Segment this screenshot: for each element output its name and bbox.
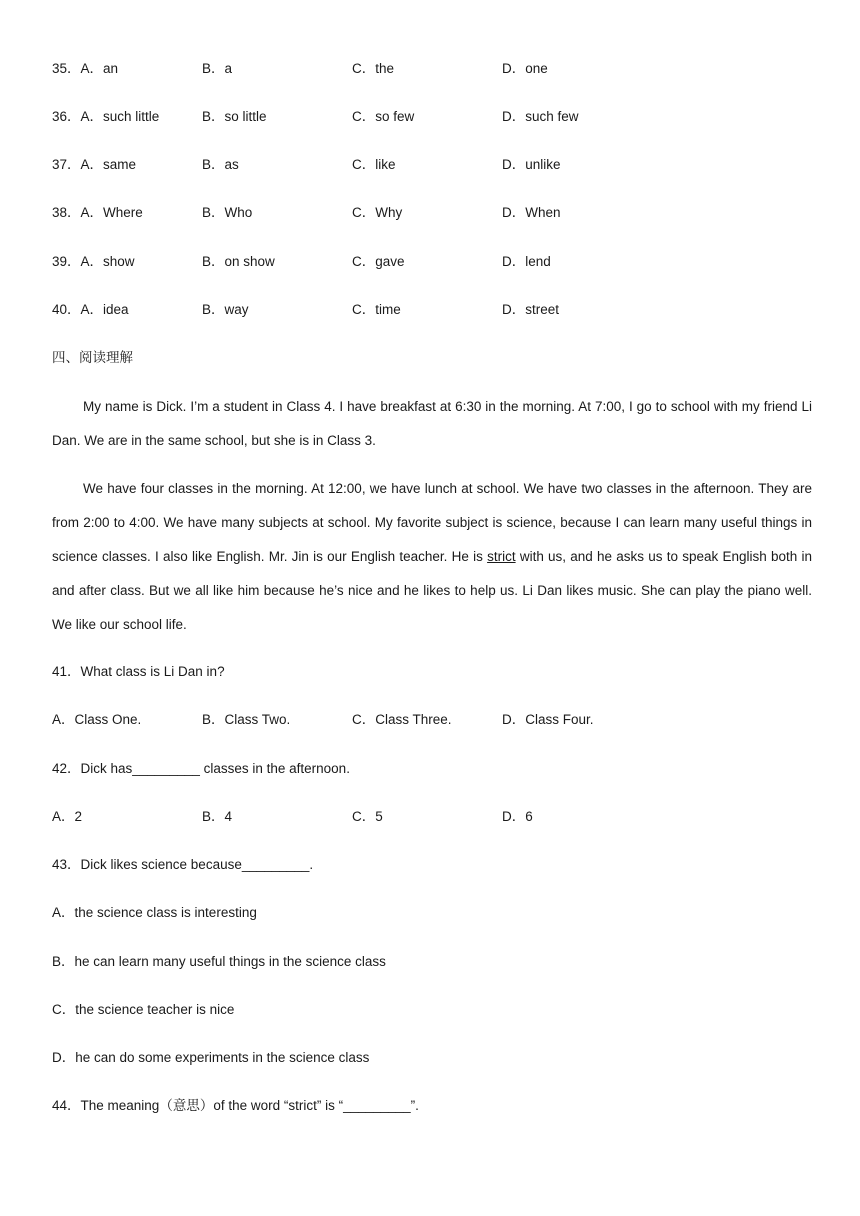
- option-d: D．When: [502, 205, 561, 220]
- question-number: 37．: [52, 157, 81, 172]
- option-a: 40．A．idea: [52, 302, 129, 317]
- option-b: B．on show: [202, 254, 275, 269]
- option-b: B．4: [202, 809, 233, 824]
- option-d: D．unlike: [502, 157, 561, 172]
- question-43-stem: 43．Dick likes science because_________.: [52, 857, 314, 872]
- option-a: 38．A．Where: [52, 205, 143, 220]
- question-row-38: [52, 202, 812, 224]
- option-b: B．a: [202, 61, 233, 76]
- option-d: D．Class Four.: [502, 712, 594, 727]
- option-a: A．Class One.: [52, 712, 142, 727]
- option-d: D．6: [502, 809, 533, 824]
- option-a: 37．A．same: [52, 157, 137, 172]
- option-b: B．Who: [202, 205, 253, 220]
- question-42-options: [52, 806, 812, 828]
- question-43-option-d: D．he can do some experiments in the science class: [52, 1050, 370, 1065]
- question-41-options: [52, 709, 812, 731]
- question-43-option-b: B．he can learn many useful things in the science class: [52, 954, 386, 969]
- option-d: D．such few: [502, 109, 579, 124]
- passage-paragraph-1: My name is Dick. I’m a student in Class 4. I have breakfast at 6:30 in the morning. At 7:00, I go to school with my friend Li Dan. We are in the same school, but she is in Class 3.: [52, 399, 812, 448]
- option-b: B．so little: [202, 109, 267, 124]
- option-a: 39．A．show: [52, 254, 135, 269]
- question-number: 40．: [52, 302, 81, 317]
- option-c: C．Why: [352, 205, 403, 220]
- option-b: B．Class Two.: [202, 712, 291, 727]
- question-43-option-c: C．the science teacher is nice: [52, 1002, 235, 1017]
- option-c: C．so few: [352, 109, 415, 124]
- question-41-stem: 41．What class is Li Dan in?: [52, 664, 225, 679]
- question-number: 36．: [52, 109, 81, 124]
- option-d: D．street: [502, 302, 560, 317]
- question-row-36: [52, 106, 812, 128]
- option-d: D．one: [502, 61, 548, 76]
- option-a: A．2: [52, 809, 83, 824]
- option-c: C．like: [352, 157, 396, 172]
- option-c: C．gave: [352, 254, 405, 269]
- question-row-35: [52, 58, 812, 80]
- question-row-37: [52, 154, 812, 176]
- question-42-stem: 42．Dick has_________ classes in the afternoon.: [52, 761, 350, 776]
- underlined-word: strict: [487, 549, 516, 564]
- option-c: C．Class Three.: [352, 712, 452, 727]
- question-row-39: [52, 251, 812, 273]
- option-c: C．5: [352, 809, 383, 824]
- option-b: B．as: [202, 157, 239, 172]
- passage-paragraph-2: We have four classes in the morning. At 12:00, we have lunch at school. We have two classes in the afternoon. They are from 2:00 to 4:00. We have many subjects at school. My favorite subject is science, because I can learn many useful things in science classes. I also like English. Mr. Jin is our English teacher. He is strict with us, and he asks us to speak English both in and after class. But we all like him because he’s nice and he likes to help us. Li Dan likes music. She can play the piano well. We like our school life.: [52, 481, 812, 632]
- option-a: 36．A．such little: [52, 109, 160, 124]
- question-44-stem: 44．The meaning（意思）of the word “strict” is “_________”.: [52, 1098, 419, 1113]
- option-c: C．the: [352, 61, 395, 76]
- option-b: B．way: [202, 302, 249, 317]
- question-number: 38．: [52, 205, 81, 220]
- question-43-option-a: A．the science class is interesting: [52, 905, 257, 920]
- option-a: 35．A．an: [52, 61, 119, 76]
- question-row-40: [52, 299, 812, 321]
- option-d: D．lend: [502, 254, 551, 269]
- section-title: 四、阅读理解: [52, 350, 133, 365]
- question-number: 39．: [52, 254, 81, 269]
- question-number: 35．: [52, 61, 81, 76]
- option-c: C．time: [352, 302, 401, 317]
